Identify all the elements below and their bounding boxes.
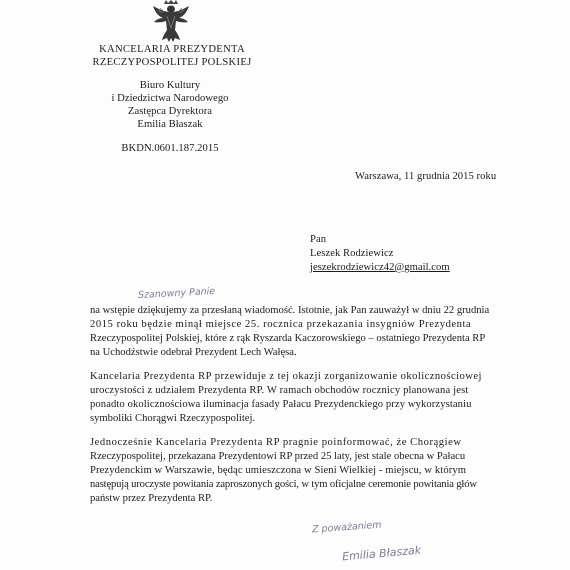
- body-paragraph-3-line-5: państw przez Prezydenta RP.: [90, 493, 213, 504]
- handwritten-signature: Emilia Błaszak: [341, 543, 422, 564]
- body-paragraph-3-line-1: Jednocześnie Kancelaria Prezydenta RP pragnie poinformować, że Chorągiew: [90, 437, 462, 448]
- body-paragraph-3-line-2: Rzeczypospolitej, przekazana Prezydentowi RP przed 25 laty, jest stale obecna w Pałacu: [90, 451, 466, 462]
- body-paragraph-1-line-3: Rzeczypospolitej Polskiej, które z rąk Ryszarda Kaczorowskiego – ostatniego Prezydenta RP: [90, 333, 486, 344]
- office-title-line1: KANCELARIA PREZYDENTA: [99, 44, 245, 55]
- body-paragraph-1-line-4: na Uchodźstwie odebrał Prezydent Lech Wałęsa.: [90, 347, 297, 358]
- body-paragraph-2-line-2: uroczystości z udziałem Prezydenta RP. W ramach obchodów rocznicy planowana jest: [90, 385, 469, 396]
- date-line: Warszawa, 11 grudnia 2015 roku: [355, 171, 497, 182]
- office-title-line2: RZECZYPOSPOLITEJ POLSKIEJ: [92, 57, 252, 68]
- body-paragraph-2-line-3: ponadto okolicznościowa iluminacja fasady Pałacu Prezydenckiego przy wykorzystaniu: [90, 399, 472, 410]
- handwritten-salutation: Szanowny Panie: [137, 285, 216, 302]
- bureau-name-line4: Emilia Błaszak: [137, 119, 203, 130]
- body-paragraph-1-line-1: na wstępie dziękujemy za przesłaną wiadomość. Istotnie, jak Pan zauważył w dniu 22 grudnia: [90, 305, 490, 316]
- polish-eagle-emblem: [150, 0, 192, 44]
- body-paragraph-3-line-3: Prezydenckim w Warszawie, będąc umieszczona w Sieni Wielkiej - miejscu, w którym: [90, 465, 467, 476]
- bureau-name-line2: i Dziedzictwa Narodowego: [111, 93, 229, 104]
- bureau-name-line3: Zastępca Dyrektora: [127, 106, 213, 117]
- body-paragraph-1-line-2: 2015 roku będzie minął miejsce 25. rocznica przekazania insygniów Prezydenta: [90, 319, 472, 330]
- reference-number: BKDN.0601.187.2015: [121, 143, 219, 154]
- bureau-name-line1: Biuro Kultury: [139, 80, 201, 91]
- body-paragraph-2-line-4: symboliki Chorągwi Rzeczypospolitej.: [90, 413, 256, 424]
- body-paragraph-3-line-4: następują uroczyste powitania zaproszonych gości, w tym oficjalne ceremonie powitania głów: [90, 479, 477, 490]
- body-paragraph-2-line-1: Kancelaria Prezydenta RP przewiduje z tej okazji zorganizowanie okolicznościowej: [90, 371, 482, 382]
- handwritten-closing: Z poważaniem: [311, 519, 382, 536]
- recipient-name: Leszek Rodziewicz: [310, 248, 394, 259]
- recipient-title: Pan: [310, 234, 327, 245]
- recipient-email: jeszekrodziewicz42@gmail.com: [310, 262, 450, 273]
